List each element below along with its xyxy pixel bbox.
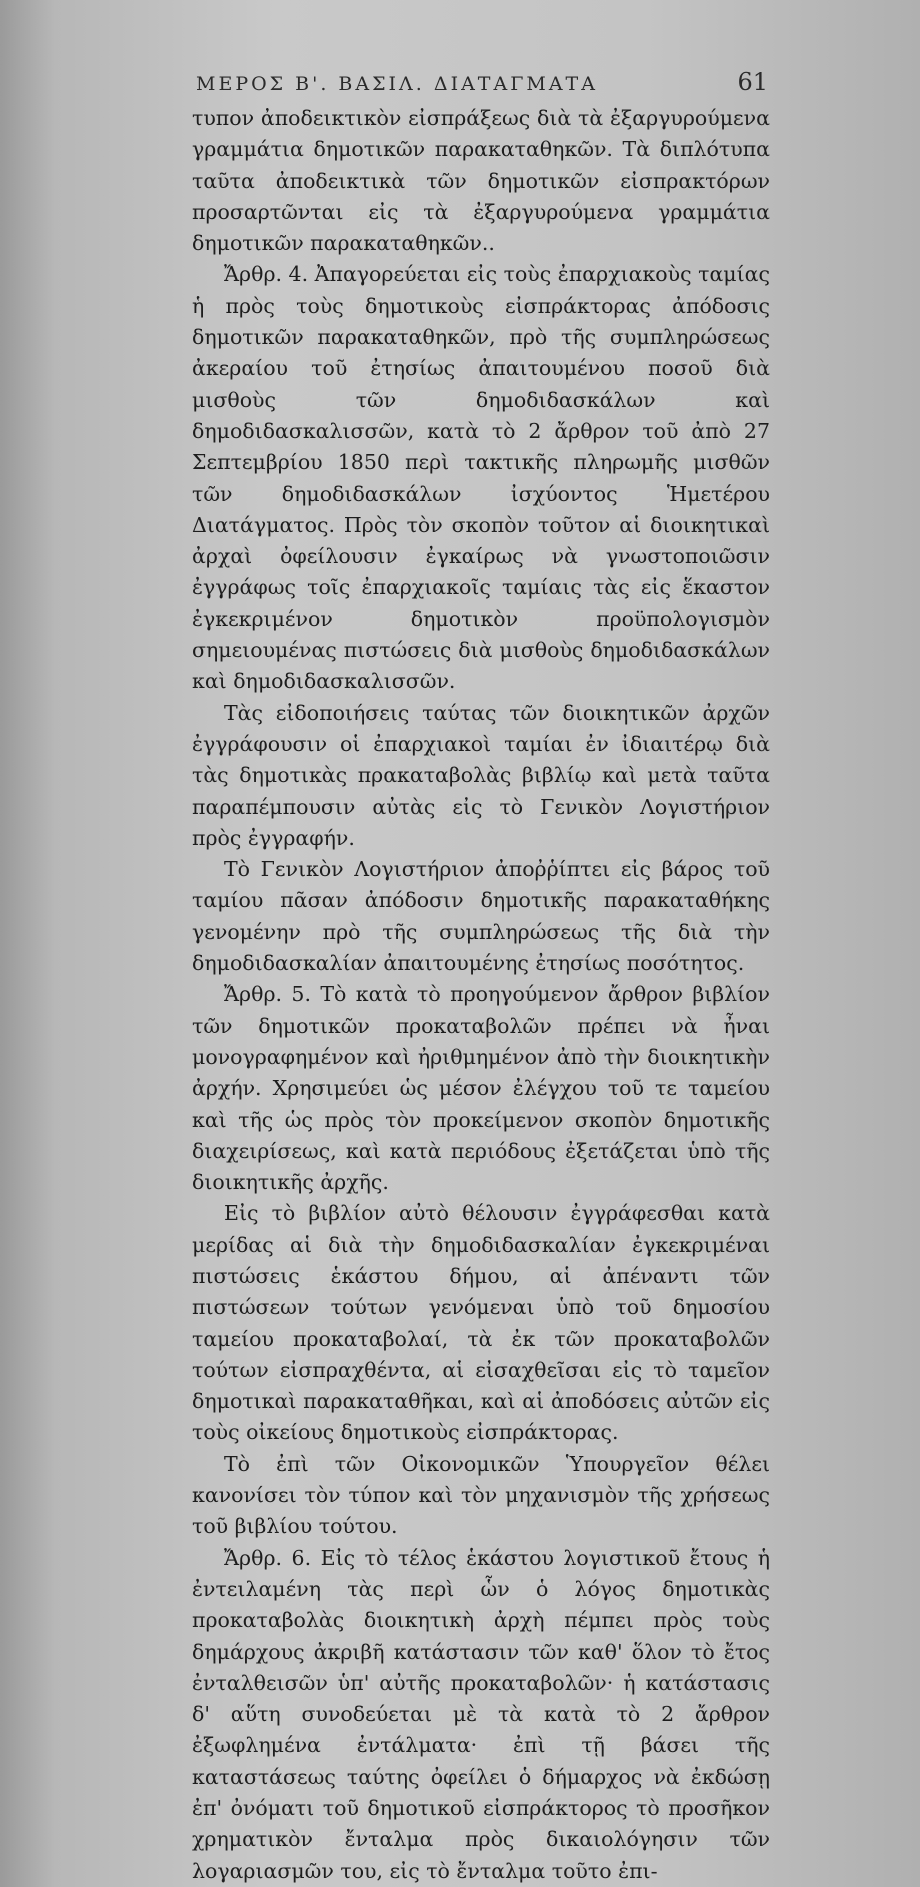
paragraph-general-accounting: Τὸ Γενικὸν Λογιστήριον ἀποῤῥίπτει εἰς βάρος τοῦ ταμίου πᾶσαν ἀπόδοσιν δημοτικῆς παρακαταθήκης γενομένην πρὸ τῆς συμπληρώσεως τῆς διὰ τὴν δημοδιδασκαλίαν ἀπαιτουμένης ἐτησίως ποσότητος. — [192, 857, 770, 976]
paragraph-book-entries: Εἰς τὸ βιβλίον αὐτὸ θέλουσιν ἐγγράφεσθαι κατὰ μερίδας αἱ διὰ τὴν δημοδιδασκαλίαν ἐγκεκριμέναι πιστώσεις ἑκάστου δήμου, αἱ ἀπέναντι τῶν πιστώσεων τούτων γενόμεναι ὑπὸ τοῦ δημοσίου ταμείου προκαταβολαί, τὰ ἐκ τῶν προκαταβολῶν τούτων εἰσπραχθέντα, αἱ εἰσαχθεῖσαι εἰς τὸ ταμεῖον δημοτικαὶ παρακαταθῆκαι, καὶ αἱ ἀποδόσεις αὐτῶν εἰς τοὺς οἰκείους δημοτικοὺς εἰσπράκτορας. — [192, 1201, 770, 1445]
page-header — [196, 68, 768, 96]
page-number: 61 — [737, 68, 768, 96]
paragraph-article-6: Ἄρθρ. 6. Εἰς τὸ τέλος ἑκάστου λογιστικοῦ ἔτους ἡ ἐντειλαμένη τὰς περὶ ὧν ὁ λόγος δημοτικὰς προκαταβολὰς διοικητικὴ ἀρχὴ πέμπει πρὸς τοὺς δημάρχους ἀκριβῆ κατάστασιν τῶν καθ' ὅλον τὸ ἔτος ἐνταλθεισῶν ὑπ' αὐτῆς προκαταβολῶν· ἡ κατάστασις δ' αὕτη συνοδεύεται μὲ τὰ κατὰ τὸ 2 ἄρθρον ἐξωφλημένα ἐντάλματα· ἐπὶ τῇ βάσει τῆς καταστάσεως ταύτης ὀφείλει ὁ δήμαρχος νὰ ἐκδώσῃ ἐπ' ὀνόματι τοῦ δημοτικοῦ εἰσπράκτορος τὸ προσῆκον χρηματικὸν ἔνταλμα πρὸς δικαιολόγησιν τῶν λογαριασμῶν του, εἰς τὸ ἔνταλμα τοῦτο ἐπι- — [192, 1545, 770, 1883]
paragraph-article-5: Ἄρθρ. 5. Τὸ κατὰ τὸ προηγούμενον ἄρθρον βιβλίον τῶν δημοτικῶν προκαταβολῶν πρέπει νὰ ἦναι μονογραφημένον καὶ ἠριθμημένον ἀπὸ τὴν διοικητικὴν ἀρχήν. Χρησιμεύει ὡς μέσον ἐλέγχου τοῦ τε ταμείου καὶ τῆς ὡς πρὸς τὸν προκείμενον σκοπὸν δημοτικῆς διαχειρίσεως, καὶ κατὰ περιόδους ἐξετάζεται ὑπὸ τῆς διοικητικῆς ἀρχῆς. — [192, 982, 770, 1195]
paragraph-ministry: Τὸ ἐπὶ τῶν Οἰκονομικῶν Ὑπουργεῖον θέλει κανονίσει τὸν τύπον καὶ τὸν μηχανισμὸν τῆς χρήσεως τοῦ βιβλίου τούτου. — [192, 1451, 770, 1539]
running-head: ΜΕΡΟΣ Β'. ΒΑΣΙΛ. ΔΙΑΤΑΓΜΑΤΑ — [196, 73, 598, 95]
paragraph-article-4: Ἄρθρ. 4. Ἀπαγορεύεται εἰς τοὺς ἐπαρχιακοὺς ταμίας ἡ πρὸς τοὺς δημοτικοὺς εἰσπράκτορας ἀπόδοσις δημοτικῶν παρακαταθηκῶν, πρὸ τῆς συμπληρώσεως ἀκεραίου τοῦ ἐτησίως ἀπαιτουμένου ποσοῦ διὰ μισθοὺς τῶν δημοδιδασκάλων καὶ δημοδιδασκαλισσῶν, κατὰ τὸ 2 ἄρθρον τοῦ ἀπὸ 27 Σεπτεμβρίου 1850 περὶ τακτικῆς πληρωμῆς μισθῶν τῶν δημοδιδασκάλων ἰσχύοντος Ἡμετέρου Διατάγματος. Πρὸς τὸν σκοπὸν τοῦτον αἱ διοικητικαὶ ἀρχαὶ ὀφείλουσιν ἐγκαίρως νὰ γνωστοποιῶσιν ἐγγράφως τοῖς ἐπαρχιακοῖς ταμίαις τὰς εἰς ἕκαστον ἐγκεκριμένον δημοτικὸν προϋπολογισμὸν σημειουμένας πιστώσεις διὰ μισθοὺς δημοδιδασκάλων καὶ δημοδιδασκαλισσῶν. — [192, 262, 770, 694]
body-text — [192, 103, 770, 1887]
paragraph-notifications: Τὰς εἰδοποιήσεις ταύτας τῶν διοικητικῶν ἀρχῶν ἐγγράφουσιν οἱ ἐπαρχιακοὶ ταμίαι ἐν ἰδιαιτέρῳ διὰ τὰς δημοτικὰς πρακαταβολὰς βιβλίῳ καὶ μετὰ ταῦτα παραπέμπουσιν αὐτὰς εἰς τὸ Γενικὸν Λογιστήριον πρὸς ἐγγραφήν. — [192, 700, 770, 850]
paragraph-continuation: τυπον ἀποδεικτικὸν εἰσπράξεως διὰ τὰ ἐξαργυρούμενα γραμμάτια δημοτικῶν παρακαταθηκῶν. Τὰ διπλότυπα ταῦτα ἀποδεικτικὰ τῶν δημοτικῶν εἰσπρακτόρων προσαρτῶνται εἰς τὰ ἐξαργυρούμενα γραμμάτια δημοτικῶν παρακαταθηκῶν.. — [192, 106, 770, 256]
